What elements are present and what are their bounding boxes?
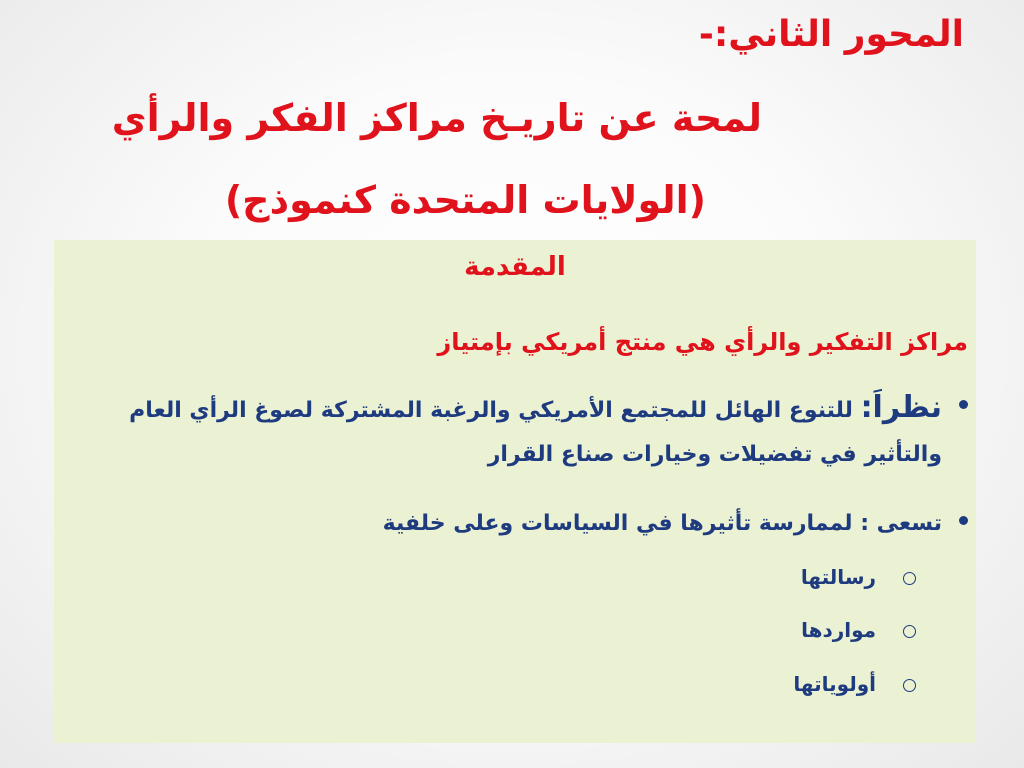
bullet-lead: نظراَ: bbox=[860, 390, 942, 425]
bullet-item bbox=[68, 502, 968, 546]
hollow-circle-icon bbox=[903, 625, 916, 638]
sub-item-label: مواردها bbox=[801, 618, 876, 642]
slide-subtitle-line-1: لمحة عن تاريـخ مراكز الفكر والرأي bbox=[111, 96, 762, 140]
intro-statement: مراكز التفكير والرأي هي منتج أمريكي بإمتياز bbox=[437, 328, 968, 356]
bullet-item bbox=[68, 386, 968, 477]
bullet-dot-icon bbox=[959, 516, 968, 525]
content-box bbox=[54, 240, 976, 743]
sub-list-item bbox=[716, 618, 916, 648]
bullet-text: تسعى : لممارسة تأثيرها في السياسات وعلى خلفية bbox=[382, 511, 942, 536]
axis-title: المحور الثاني:- bbox=[698, 14, 964, 55]
bullet-text: للتنوع الهائل للمجتمع الأمريكي والرغبة المشتركة لصوغ الرأي العام والتأثير في تفضيلات وخيارات صناع القرار bbox=[129, 398, 942, 467]
hollow-circle-icon bbox=[903, 679, 916, 692]
sub-list-item bbox=[716, 565, 916, 595]
sub-item-label: أولوياتها bbox=[793, 672, 876, 696]
hollow-circle-icon bbox=[903, 572, 916, 585]
intro-heading: المقدمة bbox=[464, 252, 566, 282]
bullet-dot-icon bbox=[959, 400, 968, 409]
sub-list-item bbox=[716, 672, 916, 702]
sub-item-label: رسالتها bbox=[800, 565, 876, 589]
slide-subtitle-line-2: (الولايات المتحدة كنموذج) bbox=[224, 178, 706, 222]
